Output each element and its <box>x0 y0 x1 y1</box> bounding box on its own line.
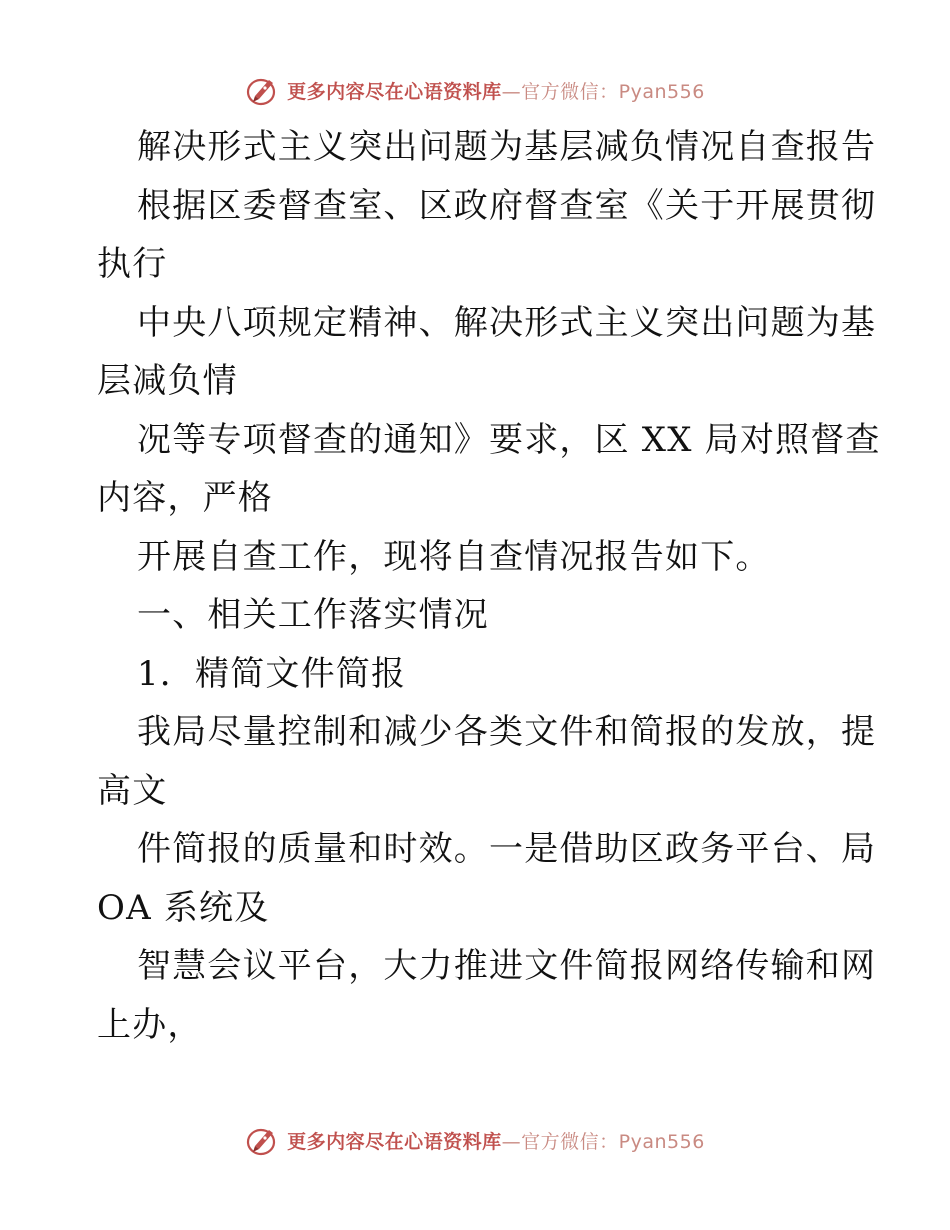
paragraph-line: 我局尽量控制和减少各类文件和简报的发放，提 <box>137 712 877 752</box>
paragraph-line: 中央八项规定精神、解决形式主义突出问题为基 <box>137 302 877 343</box>
watermark-brand: 更多内容尽在心语资料库 <box>287 1130 502 1153</box>
paragraph-line: 智慧会议平台，大力推进文件简报网络传输和网 <box>137 946 877 986</box>
paragraph-line: 上办， <box>97 1004 203 1045</box>
paragraph-line: 高文 <box>97 770 168 811</box>
watermark-brand: 更多内容尽在心语资料库 <box>287 80 502 103</box>
footer-watermark <box>0 1120 950 1160</box>
watermark-dash: — <box>501 1130 522 1153</box>
paragraph-line: 况等专项督查的通知》要求，区 XX 局对照督查 <box>137 419 881 460</box>
paragraph-line: OA 系统及 <box>97 887 270 928</box>
paragraph-line: 根据区委督查室、区政府督查室《关于开展贯彻 <box>137 185 877 226</box>
header-watermark <box>0 70 950 110</box>
pen-logo-icon <box>245 1123 281 1157</box>
pen-logo-icon <box>245 73 281 107</box>
paragraph-line: 内容，严格 <box>97 478 273 518</box>
paragraph-line: 执行 <box>97 244 168 284</box>
subsection-heading: 1．精简文件简报 <box>137 653 407 694</box>
watermark-dash: — <box>501 80 522 103</box>
watermark-text <box>287 1127 705 1154</box>
document-title: 解决形式主义突出问题为基层减负情况自查报告 <box>137 127 877 167</box>
document-body <box>97 118 881 1054</box>
paragraph-line: 层减负情 <box>97 361 238 401</box>
watermark-wechat: 官方微信：Pyan556 <box>521 1130 705 1153</box>
paragraph-line: 件简报的质量和时效。一是借助区政务平台、局 <box>137 829 877 869</box>
paragraph-line: 开展自查工作，现将自查情况报告如下。 <box>137 536 771 577</box>
watermark-text <box>287 77 705 104</box>
section-heading: 一、相关工作落实情况 <box>137 595 489 635</box>
watermark-wechat: 官方微信：Pyan556 <box>521 80 705 103</box>
